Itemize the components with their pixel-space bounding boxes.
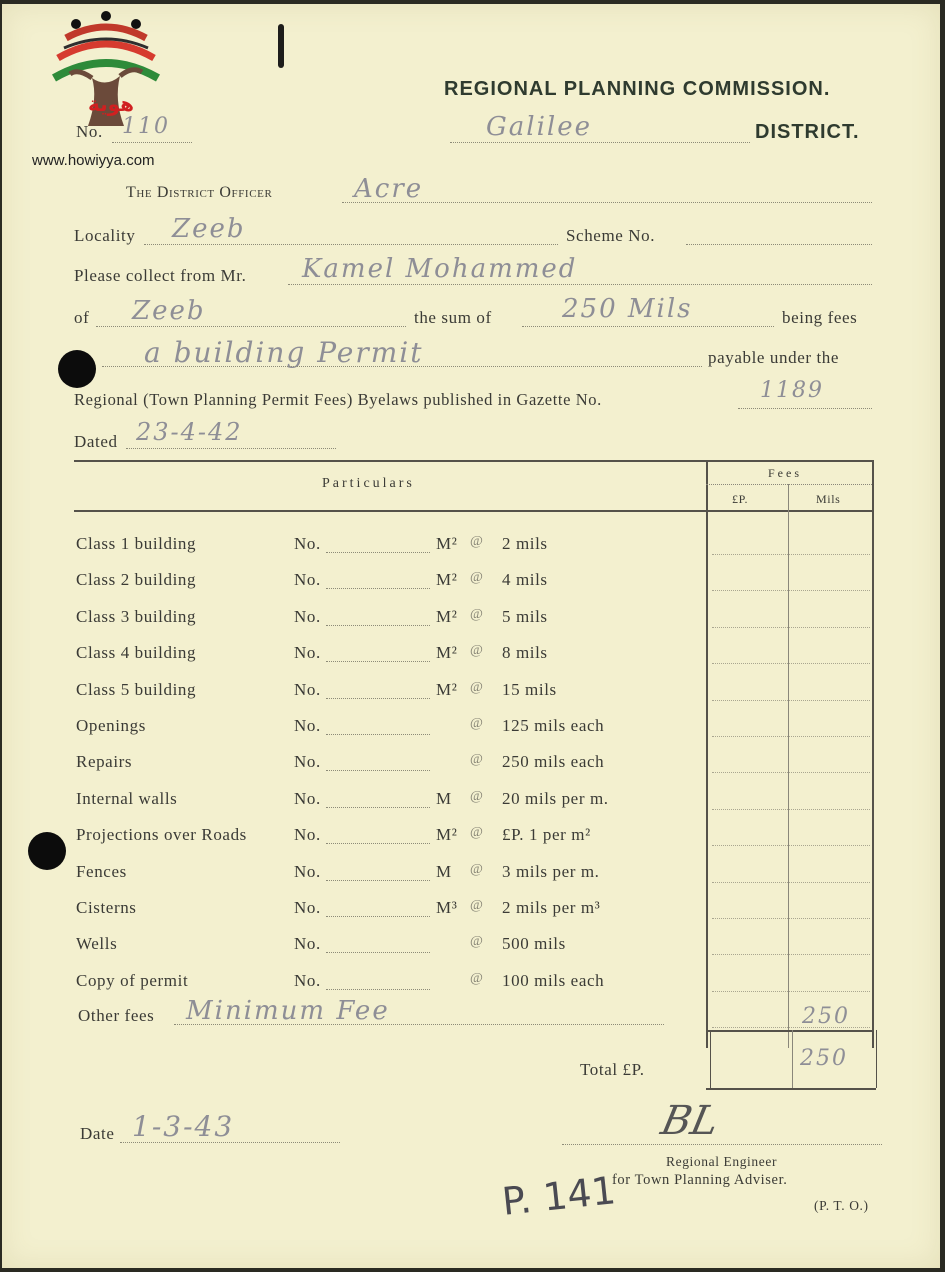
row-item: Fences — [76, 861, 127, 881]
row-no: No. — [294, 861, 321, 881]
row-unit: M — [436, 861, 452, 881]
other-fees-value: Minimum Fee — [186, 996, 390, 1026]
row-item: Class 3 building — [76, 606, 197, 626]
signature-line — [562, 1144, 882, 1145]
row-item: Copy of permit — [76, 970, 189, 990]
pound-header: £P. — [732, 492, 749, 506]
row-no: No. — [294, 679, 321, 699]
engineer-line-2: for Town Planning Adviser. — [612, 1172, 788, 1188]
row-unit: M² — [436, 606, 458, 626]
scheme-label: Scheme No. — [566, 226, 656, 245]
row-unit: M² — [436, 825, 458, 845]
row-unit: M² — [436, 643, 458, 663]
row-at: @ — [470, 934, 484, 950]
row-rate: 8 mils — [502, 643, 548, 663]
row-fee-line — [712, 991, 870, 992]
row-rate: 15 mils — [502, 679, 557, 699]
row-no: No. — [294, 752, 321, 772]
number-line — [112, 142, 192, 143]
row-unit: M² — [436, 679, 458, 699]
row-rate: £P. 1 per m² — [502, 825, 591, 845]
row-no: No. — [294, 570, 321, 590]
row-rate: 20 mils per m. — [502, 788, 609, 808]
purpose-line — [102, 366, 702, 367]
paper-tear-mark — [278, 24, 284, 68]
row-no-line — [326, 807, 430, 808]
district-line — [450, 142, 750, 143]
row-no: No. — [294, 716, 321, 735]
row-at: @ — [470, 788, 484, 804]
collect-line — [288, 284, 872, 285]
row-rate: 3 mils per m. — [502, 861, 600, 881]
row-rate: 2 mils — [502, 534, 548, 553]
district-label: DISTRICT. — [755, 121, 860, 143]
row-fee-line — [712, 809, 870, 810]
dated-label: Dated — [74, 432, 118, 451]
sum-line — [522, 326, 774, 327]
punch-hole-bottom — [28, 832, 66, 870]
row-fee-line — [712, 663, 870, 664]
dated-line — [126, 448, 336, 449]
dated-value: 23-4-42 — [136, 418, 243, 446]
row-item: Internal walls — [76, 788, 178, 808]
row-fee-line — [712, 918, 870, 919]
other-fees-mils: 250 — [802, 1004, 850, 1029]
gazette-value: 1189 — [760, 378, 824, 403]
scheme-line — [686, 244, 872, 245]
fees-header: Fees — [768, 466, 802, 480]
row-at: @ — [470, 825, 484, 841]
row-no: No. — [294, 934, 321, 954]
row-no-line — [326, 916, 430, 917]
sum-value: 250 Mils — [562, 294, 693, 324]
total-label: Total £P. — [580, 1060, 645, 1079]
payable-label: payable under the — [708, 348, 840, 367]
total-mils: 250 — [800, 1046, 848, 1071]
table-top-border — [74, 460, 874, 462]
row-unit: M — [436, 788, 452, 808]
logo-website: www.howiyya.com — [32, 152, 155, 169]
row-no-line — [326, 843, 430, 844]
row-unit: M² — [436, 534, 458, 553]
row-at: @ — [470, 643, 484, 659]
number-value: 110 — [122, 114, 170, 139]
collect-value: Kamel Mohammed — [302, 254, 578, 284]
logo-arabic-name: هوية — [88, 92, 135, 116]
of-value: Zeeb — [132, 296, 206, 326]
row-item: Projections over Roads — [76, 825, 247, 845]
row-unit: M² — [436, 570, 458, 590]
total-left-border — [710, 1030, 711, 1088]
of-label: of — [74, 308, 90, 327]
row-fee-line — [712, 627, 870, 628]
punch-hole-top — [58, 350, 96, 388]
row-at: @ — [470, 752, 484, 768]
officer-label: The District Officer — [126, 184, 273, 201]
row-at: @ — [470, 534, 484, 549]
row-no-line — [326, 989, 430, 990]
row-fee-line — [712, 554, 870, 555]
row-at: @ — [470, 570, 484, 586]
row-item: Openings — [76, 716, 146, 735]
table-header-border — [74, 510, 874, 512]
being-fees-label: being fees — [782, 308, 858, 327]
date-label: Date — [80, 1124, 115, 1143]
locality-label: Locality — [74, 226, 136, 245]
officer-value: Acre — [354, 174, 424, 204]
row-no-line — [326, 880, 430, 881]
row-rate: 250 mils each — [502, 752, 605, 772]
engineer-line-1: Regional Engineer — [666, 1154, 778, 1169]
row-at: @ — [470, 606, 484, 622]
particulars-header: Particulars — [322, 476, 415, 491]
row-no: No. — [294, 970, 321, 990]
row-no-line — [326, 952, 430, 953]
row-fee-line — [712, 772, 870, 773]
row-rate: 2 mils per m³ — [502, 898, 601, 917]
row-item: Class 2 building — [76, 570, 197, 590]
row-rate: 5 mils — [502, 606, 548, 626]
row-no: No. — [294, 606, 321, 626]
row-no: No. — [294, 534, 321, 553]
byelaws-text: Regional (Town Planning Permit Fees) Byelaws published in Gazette No. — [74, 390, 602, 409]
permit-fee-form — [2, 4, 940, 1268]
fees-right-border — [872, 460, 874, 1048]
other-fees-line — [174, 1024, 664, 1025]
fees-subheader-line — [706, 484, 872, 485]
row-no-line — [326, 770, 430, 771]
row-no: No. — [294, 825, 321, 845]
row-item: Repairs — [76, 752, 133, 772]
row-at: @ — [470, 898, 484, 913]
mils-header: Mils — [816, 492, 841, 506]
row-item: Class 1 building — [76, 534, 197, 553]
row-rate: 125 mils each — [502, 716, 605, 735]
number-prefix: No. — [76, 122, 103, 141]
collect-label: Please collect from Mr. — [74, 266, 247, 285]
row-no-line — [326, 588, 430, 589]
total-top-border — [706, 1030, 872, 1032]
of-line — [96, 326, 406, 327]
row-rate: 100 mils each — [502, 970, 605, 990]
row-at: @ — [470, 716, 484, 731]
row-no-line — [326, 661, 430, 662]
fees-left-border — [706, 460, 708, 1048]
pto-note: (P. T. O.) — [814, 1198, 869, 1213]
total-right-border — [876, 1030, 877, 1088]
locality-line — [144, 244, 558, 245]
row-fee-line — [712, 845, 870, 846]
fees-mid-divider — [788, 484, 789, 1048]
date-value: 1-3-43 — [132, 1110, 235, 1143]
total-mid-divider — [792, 1030, 793, 1088]
row-fee-line — [712, 954, 870, 955]
purpose-value: a building Permit — [144, 336, 424, 369]
row-unit: M³ — [436, 898, 458, 917]
row-rate: 4 mils — [502, 570, 548, 590]
row-rate: 500 mils — [502, 934, 566, 954]
other-fees-label: Other fees — [78, 1006, 155, 1025]
row-fee-line — [712, 700, 870, 701]
row-fee-line — [712, 590, 870, 591]
row-no-line — [326, 734, 430, 735]
locality-value: Zeeb — [172, 214, 246, 244]
commission-title: REGIONAL PLANNING COMMISSION. — [444, 78, 831, 100]
page-note: P. 141 — [500, 1168, 618, 1224]
row-fee-line — [712, 736, 870, 737]
row-no: No. — [294, 898, 321, 917]
row-no: No. — [294, 788, 321, 808]
row-at: @ — [470, 861, 484, 877]
district-value: Galilee — [486, 112, 592, 142]
total-bottom-border — [706, 1088, 876, 1090]
row-item: Class 4 building — [76, 643, 197, 663]
row-no-line — [326, 625, 430, 626]
sum-label: the sum of — [414, 308, 492, 327]
row-no: No. — [294, 643, 321, 663]
row-at: @ — [470, 970, 484, 986]
row-fee-line — [712, 882, 870, 883]
row-item: Class 5 building — [76, 679, 197, 699]
row-item: Wells — [76, 934, 118, 954]
date-line — [120, 1142, 340, 1143]
officer-line — [342, 202, 872, 203]
row-no-line — [326, 552, 430, 553]
row-at: @ — [470, 679, 484, 695]
gazette-line — [738, 408, 872, 409]
engineer-signature: BL — [657, 1098, 723, 1144]
row-no-line — [326, 698, 430, 699]
row-item: Cisterns — [76, 898, 137, 917]
